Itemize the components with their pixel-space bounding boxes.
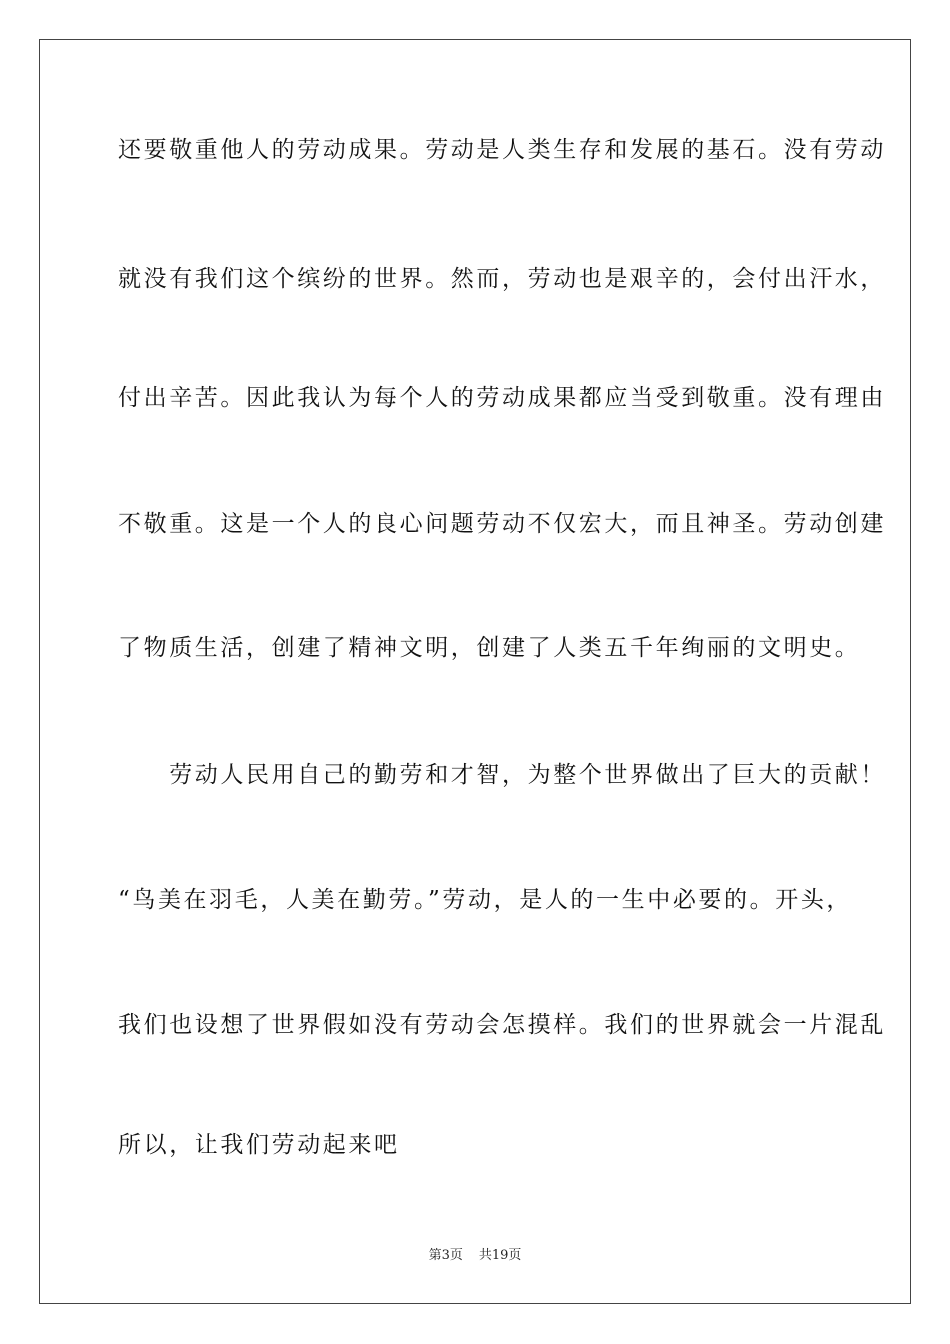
page-number: 第3页 bbox=[428, 1248, 463, 1263]
paragraph-line: 不敬重。这是一个人的良心问题劳动不仅宏大，而且神圣。劳动创建 bbox=[118, 511, 886, 537]
paragraph-line: 我们也设想了世界假如没有劳动会怎摸样。我们的世界就会一片混乱 bbox=[118, 1012, 886, 1038]
page-frame bbox=[39, 39, 911, 1304]
paragraph-line: 就没有我们这个缤纷的世界。然而，劳动也是艰辛的，会付出汗水， bbox=[118, 266, 886, 292]
paragraph-line: 付出辛苦。因此我认为每个人的劳动成果都应当受到敬重。没有理由 bbox=[118, 385, 886, 411]
page-total: 共19页 bbox=[478, 1248, 522, 1263]
paragraph-line: 劳动人民用自己的勤劳和才智，为整个世界做出了巨大的贡献！ bbox=[118, 762, 886, 788]
paragraph-line: “鸟美在羽毛，人美在勤劳。”劳动，是人的一生中必要的。开头， bbox=[118, 887, 853, 913]
paragraph-line: 所以，让我们劳动起来吧 bbox=[118, 1132, 400, 1158]
page-footer bbox=[0, 1247, 950, 1265]
paragraph-line: 了物质生活，创建了精神文明，创建了人类五千年绚丽的文明史。 bbox=[118, 635, 861, 661]
paragraph-line: 还要敬重他人的劳动成果。劳动是人类生存和发展的基石。没有劳动 bbox=[118, 137, 886, 163]
